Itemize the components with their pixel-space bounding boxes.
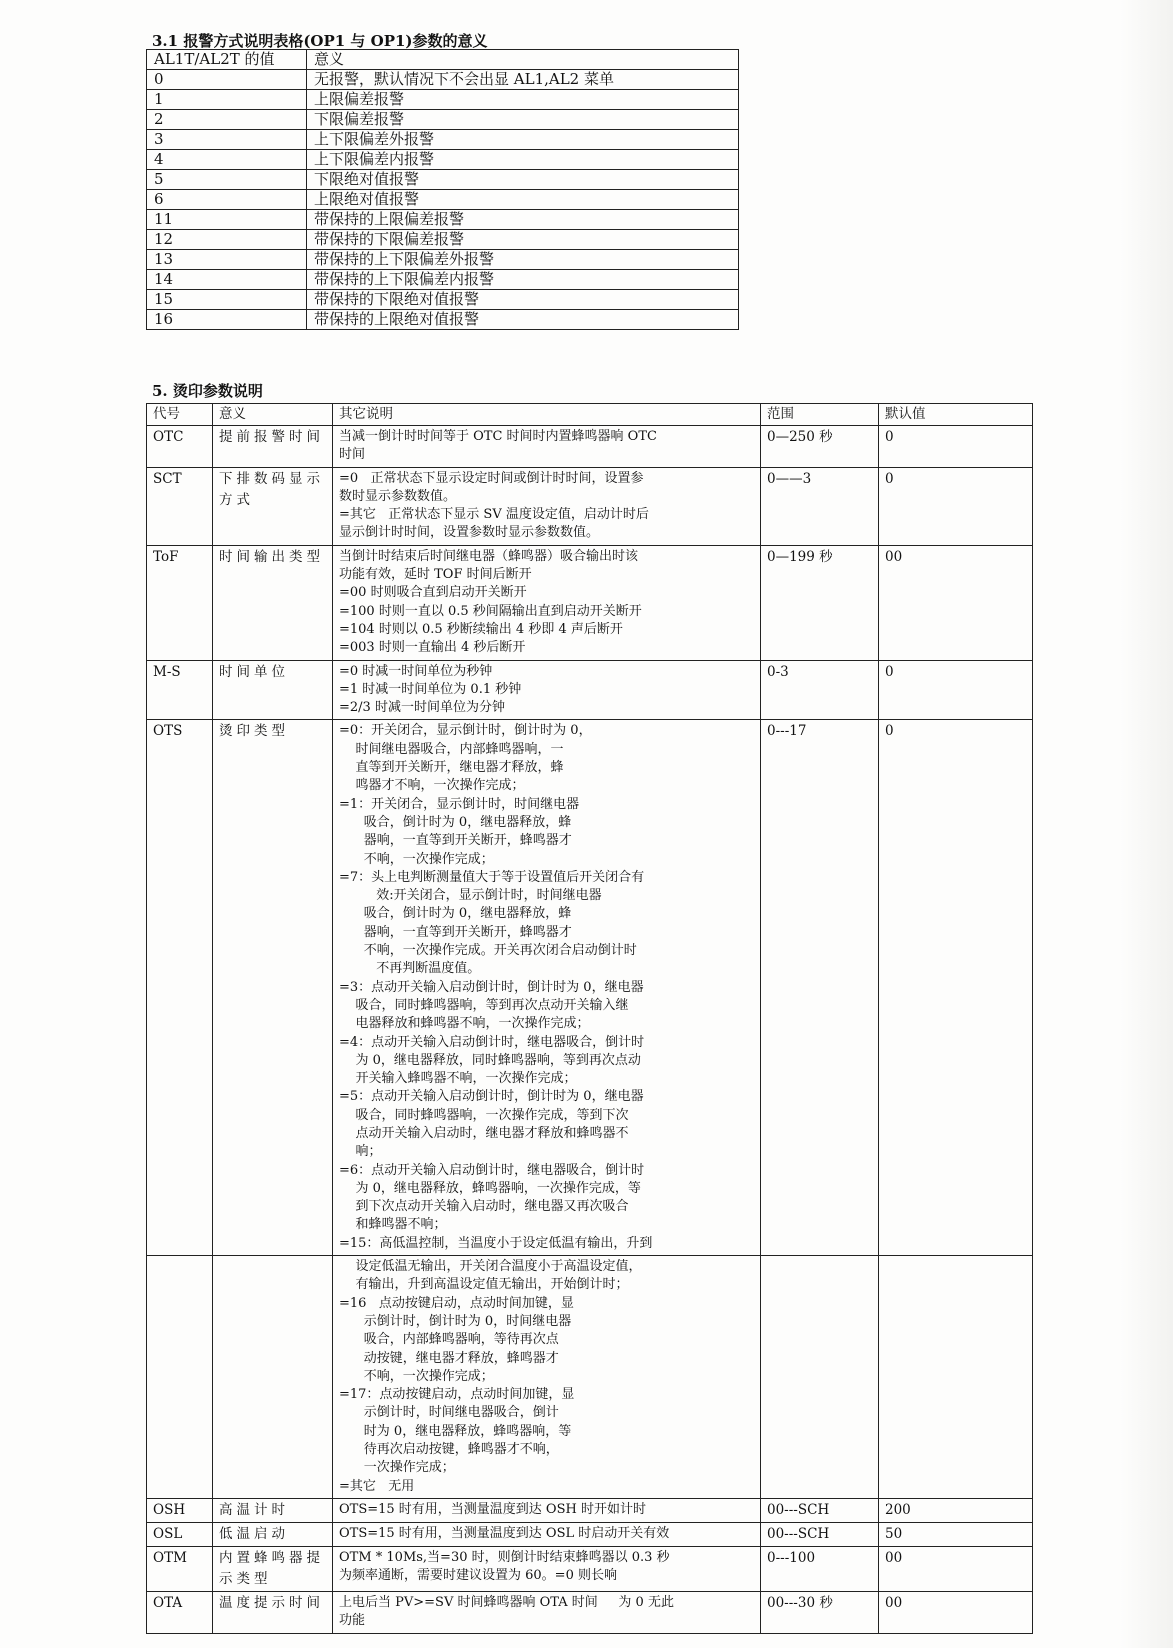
param-default-cell (879, 1256, 1033, 1499)
note-line: 电器释放和蜂鸣器不响，一次操作完成； (339, 1016, 590, 1032)
param-code-cell: OTM (147, 1546, 213, 1591)
note-line: 时间 (339, 447, 366, 463)
scan-edge-shadow (1120, 0, 1173, 1648)
note-line: 不响，一次操作完成； (339, 1368, 494, 1384)
alarm-header-cell: AL1T/AL2T 的值 (147, 50, 307, 70)
alarm-meaning-cell: 上下限偏差外报警 (307, 130, 739, 150)
note-line: 吸合，倒计时为 0，继电器释放，蜂 (339, 814, 572, 830)
param-range-cell: 0—199 秒 (761, 545, 879, 660)
param-default-cell: 50 (879, 1522, 1033, 1546)
param-range-cell: 00---SCH (761, 1498, 879, 1522)
alarm-value-cell: 11 (147, 210, 307, 230)
param-range-cell: 0-3 (761, 660, 879, 720)
note-line: =100 时则一直以 0.5 秒间隔输出直到启动开关断开 (339, 603, 642, 619)
table-row (147, 290, 739, 310)
alarm-value-cell: 13 (147, 250, 307, 270)
note-line: =1：开关闭合，显示倒计时，时间继电器 (339, 796, 580, 812)
note-line: 不响，一次操作完成。开关再次闭合启动倒计时 (339, 943, 637, 959)
alarm-meaning-cell: 带保持的下限绝对值报警 (307, 290, 739, 310)
param-code-cell: M-S (147, 660, 213, 720)
param-notes-cell (333, 467, 761, 545)
note-line: 功能 (339, 1613, 366, 1629)
table-row (147, 150, 739, 170)
note-line: =003 时则一直输出 4 秒后断开 (339, 640, 526, 656)
note-line: =0：开关闭合，显示倒计时，倒计时为 0， (339, 723, 592, 739)
note-line: 示倒计时，倒计时为 0，时间继电器 (339, 1313, 572, 1329)
param-header-cell: 范围 (761, 404, 879, 426)
table-row (147, 720, 1033, 1256)
table-row (147, 130, 739, 150)
param-notes-cell (333, 1522, 761, 1546)
hotstamp-parameter-table (146, 403, 1033, 1634)
param-meaning-cell: 下排数码显示方式 (213, 467, 333, 545)
param-default-cell: 00 (879, 1546, 1033, 1591)
param-header-cell: 意义 (213, 404, 333, 426)
note-line: 上电后当 PV>=SV 时间蜂鸣器响 OTA 时间 为 0 无此 (339, 1594, 674, 1610)
note-line: 响； (339, 1144, 382, 1160)
alarm-mode-table (146, 49, 739, 330)
note-line: 不响，一次操作完成； (339, 851, 494, 867)
note-line: =0 正常状态下显示设定时间或倒计时时间，设置参 (339, 470, 644, 486)
param-notes-cell (333, 545, 761, 660)
alarm-value-cell: 3 (147, 130, 307, 150)
note-line: 器响，一直等到开关断开，蜂鸣器才 (339, 833, 572, 849)
alarm-meaning-cell: 带保持的上限偏差报警 (307, 210, 739, 230)
note-line: =2/3 时减一时间单位为分钟 (339, 700, 505, 716)
param-meaning-cell (213, 1256, 333, 1499)
note-line: 动按键，继电器才释放，蜂鸣器才 (339, 1350, 559, 1366)
alarm-meaning-cell: 带保持的上下限偏差内报警 (307, 270, 739, 290)
table-row (147, 250, 739, 270)
param-default-cell: 00 (879, 1591, 1033, 1633)
param-range-cell: 00---30 秒 (761, 1591, 879, 1633)
param-header-cell: 默认值 (879, 404, 1033, 426)
table-row (147, 660, 1033, 720)
param-range-cell: 0——3 (761, 467, 879, 545)
note-line: =0 时减一时间单位为秒钟 (339, 663, 493, 679)
param-notes-cell (333, 1256, 761, 1499)
param-default-cell: 0 (879, 426, 1033, 468)
note-line: 一次操作完成； (339, 1460, 455, 1476)
param-code-cell: OSH (147, 1498, 213, 1522)
note-line: 功能有效，延时 TOF 时间后断开 (339, 567, 532, 583)
note-line: 设定低温无输出，开关闭合温度小于高温设定值， (339, 1259, 642, 1275)
alarm-meaning-cell: 下限绝对值报警 (307, 170, 739, 190)
note-line: =5：点动开关输入启动倒计时，倒计时为 0，继电器 (339, 1089, 644, 1105)
alarm-value-cell: 15 (147, 290, 307, 310)
note-line: 时为 0，继电器释放，蜂鸣器响，等 (339, 1423, 572, 1439)
note-line: 时间继电器吸合，内部蜂鸣器响，一 (339, 741, 564, 757)
note-line: 到下次点动开关输入启动时，继电器又再次吸合 (339, 1199, 629, 1215)
alarm-meaning-cell: 带保持的上下限偏差外报警 (307, 250, 739, 270)
table-row (147, 170, 739, 190)
param-default-cell: 0 (879, 660, 1033, 720)
param-header-cell: 代号 (147, 404, 213, 426)
param-meaning-cell: 提前报警时间 (213, 426, 333, 468)
note-line: 为 0，继电器释放，蜂鸣器响，一次操作完成，等 (339, 1180, 641, 1196)
hotstamp-section-title: 5. 烫印参数说明 (152, 382, 263, 400)
param-range-cell: 0---17 (761, 720, 879, 1256)
note-line: OTS=15 时有用，当测量温度到达 OSH 时开如计时 (339, 1501, 646, 1517)
note-line: 当减一倒计时时间等于 OTC 时间时内置蜂鸣器响 OTC (339, 429, 657, 444)
param-range-cell: 0---100 (761, 1546, 879, 1591)
table-row (147, 230, 739, 250)
param-notes-cell (333, 1546, 761, 1591)
param-default-cell: 0 (879, 720, 1033, 1256)
alarm-meaning-cell: 带保持的下限偏差报警 (307, 230, 739, 250)
table-row (147, 190, 739, 210)
note-line: 示倒计时，时间继电器吸合，倒计 (339, 1405, 559, 1421)
note-line: 直等到开关断开，继电器才释放，蜂 (339, 760, 564, 776)
note-line: =15：高低温控制，当温度小于设定低温有输出，升到 (339, 1235, 653, 1251)
param-code-cell (147, 1256, 213, 1499)
alarm-value-cell: 2 (147, 110, 307, 130)
table-row (147, 467, 1033, 545)
alarm-meaning-cell: 带保持的上限绝对值报警 (307, 310, 739, 330)
note-line: OTS=15 时有用，当测量温度到达 OSL 时启动开关有效 (339, 1525, 670, 1541)
param-meaning-cell: 时间输出类型 (213, 545, 333, 660)
note-line: =其它 无用 (339, 1478, 415, 1494)
alarm-value-cell: 12 (147, 230, 307, 250)
alarm-value-cell: 5 (147, 170, 307, 190)
param-range-cell: 00---SCH (761, 1522, 879, 1546)
param-range-cell: 0—250 秒 (761, 426, 879, 468)
table-row (147, 545, 1033, 660)
param-default-cell: 200 (879, 1498, 1033, 1522)
note-line: =16 点动按键启动，点动时间加键，显 (339, 1295, 574, 1311)
table-row (147, 1591, 1033, 1633)
alarm-meaning-cell: 上下限偏差内报警 (307, 150, 739, 170)
note-line: 鸣器才不响，一次操作完成； (339, 778, 525, 794)
note-line: 效:开关闭合，显示倒计时，时间继电器 (339, 888, 602, 904)
table-row (147, 1498, 1033, 1522)
note-line: 显示倒计时时间，设置参数时显示参数数值。 (339, 525, 600, 541)
table-row (147, 1546, 1033, 1591)
alarm-value-cell: 6 (147, 190, 307, 210)
alarm-meaning-cell: 无报警，默认情况下不会出显 AL1,AL2 菜单 (307, 70, 739, 90)
param-notes-cell (333, 720, 761, 1256)
alarm-table-header (147, 50, 739, 70)
param-code-cell: OSL (147, 1522, 213, 1546)
note-line: 待再次启动按键，蜂鸣器才不响， (339, 1442, 559, 1458)
param-header-cell: 其它说明 (333, 404, 761, 426)
note-line: =4：点动开关输入启动倒计时，继电器吸合，倒计时 (339, 1034, 645, 1050)
alarm-value-cell: 14 (147, 270, 307, 290)
note-line: =3：点动开关输入启动倒计时，倒计时为 0，继电器 (339, 979, 644, 995)
note-line: =6：点动开关输入启动倒计时，继电器吸合，倒计时 (339, 1162, 645, 1178)
alarm-meaning-cell: 上限偏差报警 (307, 90, 739, 110)
note-line: 不再判断温度值。 (339, 961, 481, 977)
note-line: =104 时则以 0.5 秒断续输出 4 秒即 4 声后断开 (339, 621, 623, 637)
alarm-value-cell: 1 (147, 90, 307, 110)
note-line: 为 0，继电器释放，同时蜂鸣器响，等到再次点动 (339, 1052, 641, 1068)
param-code-cell: OTA (147, 1591, 213, 1633)
alarm-value-cell: 16 (147, 310, 307, 330)
table-row (147, 90, 739, 110)
alarm-value-cell: 0 (147, 70, 307, 90)
alarm-meaning-cell: 上限绝对值报警 (307, 190, 739, 210)
table-row (147, 270, 739, 290)
param-notes-cell (333, 1591, 761, 1633)
note-line: 吸合，同时蜂鸣器响，等到再次点动开关输入继 (339, 997, 629, 1013)
table-row (147, 426, 1033, 468)
note-line: 当倒计时结束后时间继电器（蜂鸣器）吸合输出时该 (339, 548, 639, 564)
alarm-section-title: 3.1 报警方式说明表格(OP1 与 OP1)参数的意义 (152, 32, 488, 50)
param-notes-cell (333, 1498, 761, 1522)
param-meaning-cell: 低温启动 (213, 1522, 333, 1546)
note-line: =00 时则吸合直到启动开关断开 (339, 585, 527, 601)
table-row (147, 110, 739, 130)
param-meaning-cell: 烫印类型 (213, 720, 333, 1256)
table-row (147, 70, 739, 90)
param-meaning-cell: 时间单位 (213, 660, 333, 720)
table-row (147, 1522, 1033, 1546)
note-line: =1 时减一时间单位为 0.1 秒钟 (339, 681, 522, 697)
table-row (147, 310, 739, 330)
note-line: 数时显示参数数值。 (339, 488, 457, 504)
note-line: 吸合，倒计时为 0，继电器释放，蜂 (339, 906, 572, 922)
note-line: 吸合，内部蜂鸣器响，等待再次点 (339, 1332, 559, 1348)
param-default-cell: 0 (879, 467, 1033, 545)
table-row (147, 210, 739, 230)
param-meaning-cell: 高温计时 (213, 1498, 333, 1522)
note-line: 和蜂鸣器不响； (339, 1217, 447, 1233)
note-line: 有输出，升到高温设定值无输出，开始倒计时； (339, 1277, 629, 1293)
param-meaning-cell: 内置蜂鸣器提示类型 (213, 1546, 333, 1591)
alarm-header-cell: 意义 (307, 50, 739, 70)
param-meaning-cell: 温度提示时间 (213, 1591, 333, 1633)
note-line: 点动开关输入启动时，继电器才释放和蜂鸣器不 (339, 1125, 629, 1141)
param-notes-cell (333, 426, 761, 468)
note-line: 吸合，同时蜂鸣器响，一次操作完成，等到下次 (339, 1107, 629, 1123)
note-line: =7：头上电判断测量值大于等于设置值后开关闭合有 (339, 869, 645, 885)
param-code-cell: OTS (147, 720, 213, 1256)
note-line: 开关输入蜂鸣器不响，一次操作完成； (339, 1071, 577, 1087)
table-row (147, 1256, 1033, 1499)
param-default-cell: 00 (879, 545, 1033, 660)
param-table-header (147, 404, 1033, 426)
note-line: =其它 正常状态下显示 SV 温度设定值，启动计时后 (339, 507, 649, 523)
param-range-cell (761, 1256, 879, 1499)
note-line: 器响，一直等到开关断开，蜂鸣器才 (339, 924, 572, 940)
alarm-value-cell: 4 (147, 150, 307, 170)
param-code-cell: ToF (147, 545, 213, 660)
note-line: =17：点动按键启动，点动时间加键，显 (339, 1387, 575, 1403)
alarm-meaning-cell: 下限偏差报警 (307, 110, 739, 130)
param-notes-cell (333, 660, 761, 720)
param-code-cell: OTC (147, 426, 213, 468)
note-line: 为频率通断，需要时建议设置为 60。=0 则长响 (339, 1568, 617, 1584)
param-code-cell: SCT (147, 467, 213, 545)
note-line: OTM * 10Ms,当=30 时，则倒计时结束蜂鸣器以 0.3 秒 (339, 1549, 670, 1565)
